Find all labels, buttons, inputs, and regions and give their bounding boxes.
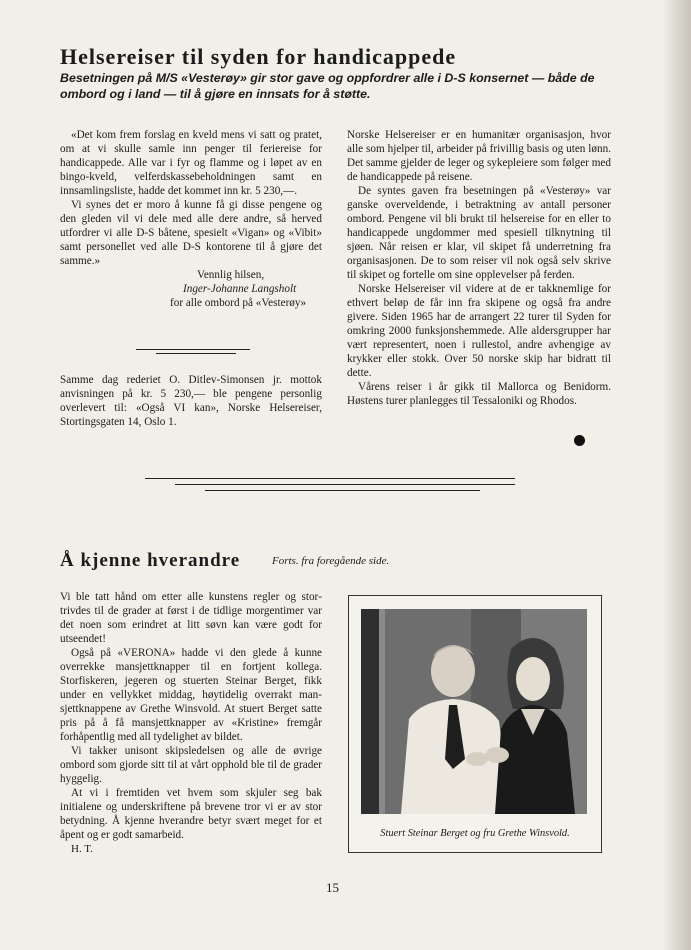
paragraph: Norske Helsereiser vil videre at de er takknemlige for ethvert beløp de får inn fra skipene og også fra andre givere. Siden 1965 har de arrangert 22 turer til Syden for omkring 2000 funksjonshemmede. Alle aldersgrupper har vært representert, noen i rullestol, andre avhengige av krykker eller stokk. Over 50 norske skip har bidratt til dette.	[347, 283, 611, 379]
paragraph: Samme dag rederiet O. Ditlev-Simonsen jr. mottok anvisningen på kr. 5 230,— ble pengene personlig overlevert til: «Også VI kan», Norske Helsereiser, Stortingsgaten 14, Oslo 1.	[60, 374, 322, 428]
paragraph: Vi synes det er moro å kunne få gi disse pengene og den gleden vil vi dele med alle dere andre, så herved utfordrer vi alle D-S båtene, spesielt «Vigan» og «Vibit» samt personellet ved alle D-S kontorene til å gjøre det samme.»	[60, 199, 322, 267]
paragraph: Vi ble tatt hånd om etter alle kunstens regler og stortrivdes til de grader at først i de tidlige morgentimer var det noen som erindret at litt søvn kan være godt for utseendet!	[60, 591, 322, 645]
paragraph: Også på «VERONA» hadde vi den glede å kunne overrekke mansjettknapper til en fortjent kollega. Storfiskeren, jegeren og stuerten Steinar Berget, fikk under en vellykket middag, høytidelig overrakt mansjettknappene av Grethe Winsvold. At stuert Berget satte pris på å få mansjettknapper av «Kristine» fremgår forhåpentlig med all tydelighet av bildet.	[60, 647, 322, 743]
end-bullet	[574, 435, 585, 446]
photo-frame	[348, 595, 602, 853]
paragraph: «Det kom frem forslag en kveld mens vi satt og pratet, om at vi skulle samle inn penger til feriereise for handicappede. Alle var i fyr og flamme og i løpet av en bingo-kveld, velferdskassebeholdningen samt en innsamlingsliste, hadde det kommet inn kr. 5 230,—.	[60, 129, 322, 197]
divider	[136, 349, 250, 350]
article2-text-column	[60, 590, 322, 856]
article-right-column	[347, 128, 611, 408]
divider	[156, 353, 236, 354]
author-initials: H. T.	[71, 843, 93, 855]
photo-illustration	[361, 609, 587, 814]
paragraph: Vårens reiser i år gikk til Mallorca og Benidorm. Høstens turer planlegges til Tessaloniki og Rhodos.	[347, 381, 611, 407]
signature-greeting: Vennlig hilsen,	[197, 269, 265, 281]
signature-name: Inger-Johanne Langsholt	[183, 283, 297, 295]
section-divider	[145, 478, 515, 479]
signature-role: for alle ombord på «Vesterøy»	[170, 297, 307, 309]
paragraph: Vi takker unisont skipsledelsen og alle de øvrige ombord som gjorde sitt til at vårt opphold ble til de grader hyggelig.	[60, 745, 322, 785]
continued-note: Forts. fra foregående side.	[272, 555, 390, 567]
paragraph: At vi i fremtiden vet hvem som skjuler seg bak initialene og underskriftene på brevene tror vi er av stor betydning. Å kjenne hverandre betyr svært meget for et åpent og er godt samarbeid.	[60, 787, 322, 841]
article-title: Helsereiser til syden for handicappede	[60, 44, 457, 69]
section-divider	[205, 490, 480, 491]
article-left-column-after	[60, 373, 322, 429]
paragraph: De syntes gaven fra besetningen på «Vesterøy» var ganske overveldende, i betraktning av antall personer ombord. Pengene vil bli brukt til helsereise for en eller to handicappede ungdommer med spesiell tilknytning til sjøen. Når reisen er klar, vil skipet få underretning fra organisasjonen. De to som reiser vil nok også selv skrive til skipet og fortelle om sine opplevelser på ferden.	[347, 185, 611, 281]
page-edge-shadow	[663, 0, 691, 950]
page-number: 15	[326, 880, 339, 895]
article-subtitle: Besetningen på M/S «Vesterøy» gir stor gave og oppfordrer alle i D-S konsernet — både de ombord og i land — til å gjøre en innsats for å støtte.	[60, 71, 595, 101]
article-left-column	[60, 128, 322, 310]
paragraph: Norske Helsereiser er en humanitær organisasjon, hvor alle som hjelper til, arbeider på frivillig basis og uten lønn. Det samme gjelder de leger og sykepleiere som følger med de handicappede på reisene.	[347, 129, 611, 183]
section-title: Å kjenne hverandre	[60, 550, 241, 571]
section-divider	[175, 484, 515, 485]
photo-caption: Stuert Steinar Berget og fru Grethe Winsvold.	[380, 828, 570, 839]
photo	[361, 609, 587, 814]
